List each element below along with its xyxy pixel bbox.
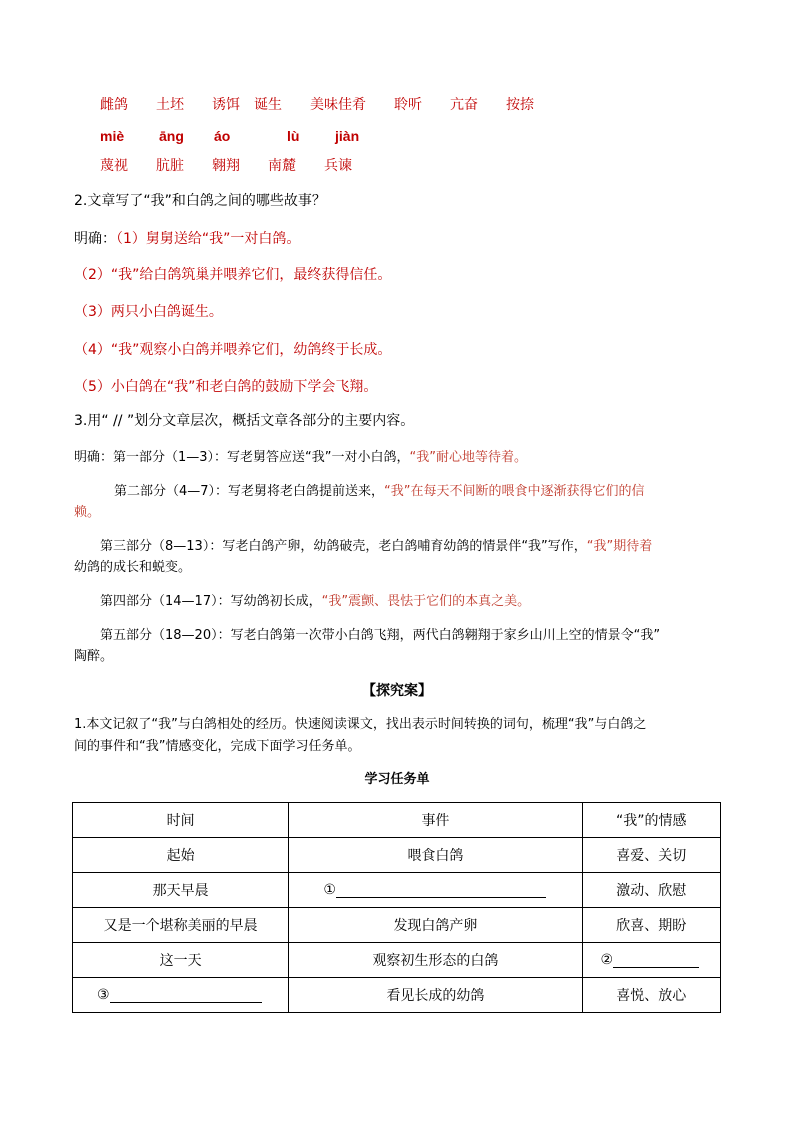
blank-marker: ① [323, 882, 336, 898]
answer-item: （2）“我”给白鸽筑巢并喂养它们，最终获得信任。 [74, 267, 392, 283]
header-cell: 事件 [289, 803, 582, 838]
part-5: 第五部分（18—20）：写老白鸽第一次带小白鸽飞翔，两代白鸽翱翔于家乡山川上空的情景令“我” [100, 628, 661, 643]
part-2-summary: 第二部分（4—7）：写老舅将老白鸽提前送来， [114, 484, 385, 499]
emotion-cell: 欣喜、期盼 [582, 908, 720, 943]
table-row [73, 943, 721, 978]
time-cell: 那天早晨 [73, 873, 289, 908]
vocab-word: 诞生 [254, 97, 282, 113]
part-2-feeling: “我”在每天不间断的喂食中逐渐获得它们的信 [384, 484, 645, 499]
vocab-word: 翱翔 [212, 158, 240, 174]
answer-line [74, 232, 300, 246]
emotion-cell [582, 943, 720, 978]
answer-item: （3）两只小白鸽诞生。 [74, 304, 223, 320]
part-3-cont: 幼鸽的成长和蜕变。 [74, 560, 192, 575]
answer-label: 明确： [74, 450, 114, 465]
fill-blank[interactable] [613, 953, 699, 968]
table-row [73, 838, 721, 873]
table-row [73, 978, 721, 1013]
time-cell: 这一天 [73, 943, 289, 978]
vocab-word: 诱饵 [212, 97, 240, 113]
blank-marker: ② [600, 952, 614, 968]
event-cell: 发现白鸽产卵 [289, 908, 582, 943]
vocab-pinyin: áo [214, 128, 231, 144]
event-cell: 观察初生形态的白鸽 [289, 943, 582, 978]
vocab-word: 蔑视 [100, 158, 128, 174]
vocab-pinyin: lù [287, 128, 300, 144]
vocab-word: 兵谏 [324, 158, 352, 174]
part-3-summary: 第三部分（8—13）：写老白鸽产卵，幼鸽破壳，老白鸽哺育幼鸽的情景伴“我”写作， [100, 539, 587, 554]
part-4-summary: 第四部分（14—17）：写幼鸽初长成， [100, 594, 322, 609]
answer-item: （5）小白鸽在“我”和老白鸽的鼓励下学会飞翔。 [74, 379, 378, 395]
answer-label: 明确： [74, 231, 116, 247]
event-cell: 看见长成的幼鸽 [289, 978, 582, 1013]
part-3 [100, 540, 652, 553]
explore-question-line: 间的事件和“我”情感变化，完成下面学习任务单。 [74, 739, 361, 754]
vocab-word: 南麓 [268, 158, 296, 174]
event-cell: 喂食白鸽 [289, 838, 582, 873]
vocab-word: 聆听 [394, 97, 422, 113]
time-cell [73, 978, 289, 1013]
part-1 [74, 451, 527, 464]
vocab-word: 美味佳肴 [310, 97, 366, 113]
emotion-cell: 喜爱、关切 [582, 838, 720, 873]
vocab-pinyin: jiàn [335, 128, 360, 144]
vocab-word: 土坯 [156, 97, 184, 113]
part-1-feeling: “我”耐心地等待着。 [409, 450, 528, 465]
vocab-word: 雌鸽 [100, 97, 128, 113]
table-row [73, 908, 721, 943]
question-2: 2.文章写了“我”和白鸽之间的哪些故事？ [74, 193, 326, 209]
table-header-row [73, 803, 721, 838]
explore-question-line: 1.本文记叙了“我”与白鸽相处的经历。快速阅读课文，找出表示时间转换的词句，梳理“我”与白鸽之 [74, 717, 647, 732]
vocab-pinyin: miè [100, 128, 125, 144]
time-cell: 起始 [73, 838, 289, 873]
table-row [73, 873, 721, 908]
vocab-word: 亢奋 [450, 97, 478, 113]
fill-blank[interactable] [336, 883, 546, 898]
part-4 [100, 595, 530, 608]
part-4-feeling: “我”震颤、畏怯于它们的本真之美。 [321, 594, 531, 609]
emotion-cell: 激动、欣慰 [582, 873, 720, 908]
header-cell: “我”的情感 [582, 803, 720, 838]
task-table [72, 802, 721, 1013]
part-3-feeling: “我”期待着 [586, 539, 653, 554]
vocab-word: 肮脏 [156, 158, 184, 174]
vocab-pinyin: āng [159, 128, 184, 144]
answer-item: （4）“我”观察小白鸽并喂养它们，幼鸽终于长成。 [74, 342, 392, 358]
answer-item: （1）舅舅送给“我”一对白鸽。 [116, 231, 301, 247]
fill-blank[interactable] [110, 988, 262, 1003]
part-2 [114, 485, 645, 498]
section-heading: 【探究案】 [362, 683, 432, 699]
part-5-cont: 陶醉。 [74, 649, 114, 664]
part-1-summary: 第一部分（1—3）：写老舅答应送“我”一对小白鸽， [113, 450, 410, 465]
event-cell [289, 873, 582, 908]
part-2-feeling-cont: 赖。 [74, 505, 101, 520]
table-title: 学习任务单 [364, 772, 430, 787]
emotion-cell: 喜悦、放心 [582, 978, 720, 1013]
vocab-word: 按捺 [506, 97, 534, 113]
header-cell: 时间 [73, 803, 289, 838]
question-3: 3.用“ // ”划分文章层次，概括文章各部分的主要内容。 [74, 413, 415, 429]
blank-marker: ③ [97, 987, 110, 1003]
time-cell: 又是一个堪称美丽的早晨 [73, 908, 289, 943]
